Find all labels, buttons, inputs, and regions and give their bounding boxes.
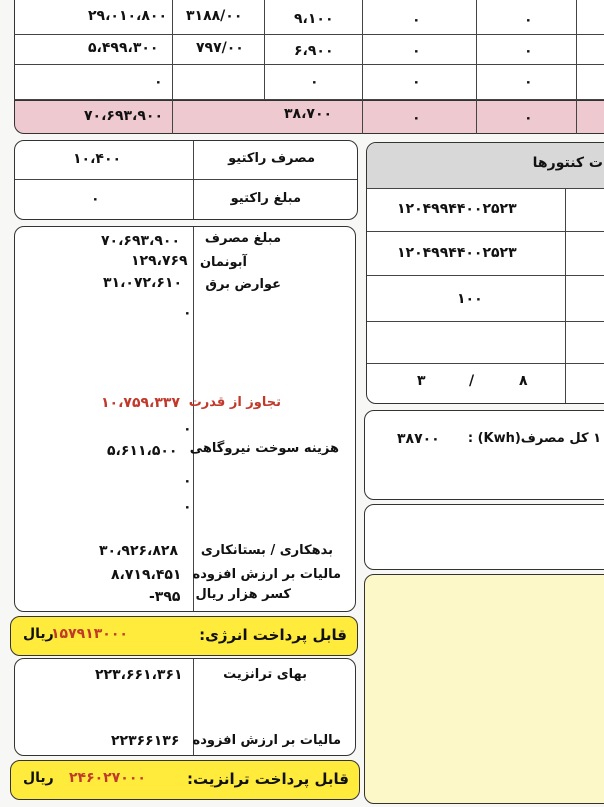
transit-price-value: ۲۲۳،۶۶۱،۳۶۱ [95,667,183,683]
meters-panel [366,142,604,404]
row3-col4: ۰ [412,74,421,90]
charge-consumption-label: مبلغ مصرف [204,231,281,246]
charge-levy-label: عوارض برق [205,277,281,292]
energy-payable-box [10,616,358,656]
meter-serial-1: ۱۲۰۴۹۹۴۴۰۰۲۵۲۳ [397,201,517,217]
reactive-amount-label: مبلغ راکتیو [230,191,301,206]
meter-factor: ۱۰۰ [457,291,483,307]
transit-vat-value: ۲۲۳۶۶۱۳۶ [111,733,180,749]
charge-vat-label: مالیات بر ارزش افزوده [192,567,341,582]
row2-col3: ۶،۹۰۰ [294,43,334,59]
charges-panel [14,226,356,612]
charge-vat-value: ۸،۷۱۹،۴۵۱ [111,567,182,583]
transit-vat-label: مالیات بر ارزش افزوده [192,733,341,748]
charge-subscription-label: آبونمان [199,255,247,270]
reactive-consumption-value: ۱۰،۴۰۰ [73,151,122,167]
total-col4: ۰ [412,110,421,126]
row1-col2: ۳۱۸۸/۰۰ [186,8,243,24]
total-consumption-panel [364,410,604,500]
charge-consumption-value: ۷۰،۶۹۳،۹۰۰ [101,233,180,249]
meter-date-a: ۳ [417,373,426,389]
charge-blank3-value: ۰ [183,473,192,489]
charge-excess-label: تجاوز از قدرت [188,395,281,410]
meters-title: ت کنتورها [532,155,603,171]
reactive-consumption-label: مصرف راکتیو [228,151,315,166]
row3-col3: ۰ [310,74,319,90]
total-consumption-label: ۱ کل مصرف(Kwh) : [467,431,601,446]
charge-rounding-value: -۳۹۵ [149,589,181,605]
reactive-amount-value: ۰ [91,191,100,207]
row2-col4: ۰ [412,43,421,59]
total-consumption-value: ۳۸۷۰۰ [397,431,440,447]
energy-payable-unit: ریال [23,626,54,642]
top-table [14,0,604,134]
energy-payable-amount: ۱۵۷۹۱۳۰۰۰ [51,626,128,642]
row2-col1: ۵،۴۹۹،۳۰۰ [88,40,159,56]
meter-date-sep: / [469,373,475,389]
transit-price-label: بهای ترانزیت [223,667,307,682]
row1-col3: ۹،۱۰۰ [294,11,334,27]
charge-subscription-value: ۱۲۹،۷۶۹ [131,253,188,269]
charge-levy-value: ۳۱،۰۷۲،۶۱۰ [103,275,182,291]
energy-payable-label: قابل پرداخت انرژی: [199,626,347,644]
row3-col1: ۰ [154,74,163,90]
transit-payable-label: قابل پرداخت ترانزیت: [187,770,349,788]
meter-serial-2: ۱۲۰۴۹۹۴۴۰۰۲۵۲۳ [397,245,517,261]
transit-panel [14,658,356,756]
total-col3: ۳۸،۷۰۰ [284,106,333,122]
row1-col1: ۲۹،۰۱۰،۸۰۰ [88,8,167,24]
charge-blank1-value: ۰ [183,305,192,321]
charge-fuel-label: هزینه سوخت نیروگاهی [189,441,339,456]
total-col1: ۷۰،۶۹۳،۹۰۰ [84,108,163,124]
row2-col2: ۷۹۷/۰۰ [196,40,244,56]
charge-blank2-value: ۰ [183,421,192,437]
transit-payable-box [10,760,360,800]
row1-col5: ۰ [524,12,533,28]
charge-fuel-value: ۵،۶۱۱،۵۰۰ [107,443,178,459]
meter-date-b: ۸ [519,373,528,389]
empty-panel [364,504,604,570]
charge-balance-value: ۳۰،۹۲۶،۸۲۸ [99,543,178,559]
charge-excess-value: ۱۰،۷۵۹،۳۳۷ [101,395,180,411]
charge-rounding-label: کسر هزار ریال [195,587,291,602]
row2-col5: ۰ [524,43,533,59]
charge-balance-label: بدهکاری / بستانکاری [200,543,333,558]
transit-payable-amount: ۲۴۶۰۲۷۰۰۰ [69,770,146,786]
transit-payable-unit: ریال [23,770,54,786]
total-col5: ۰ [524,110,533,126]
row1-col4: ۰ [412,12,421,28]
reactive-panel [14,140,358,220]
charge-blank4-value: ۰ [183,499,192,515]
row3-col5: ۰ [524,74,533,90]
notes-panel [364,574,604,804]
